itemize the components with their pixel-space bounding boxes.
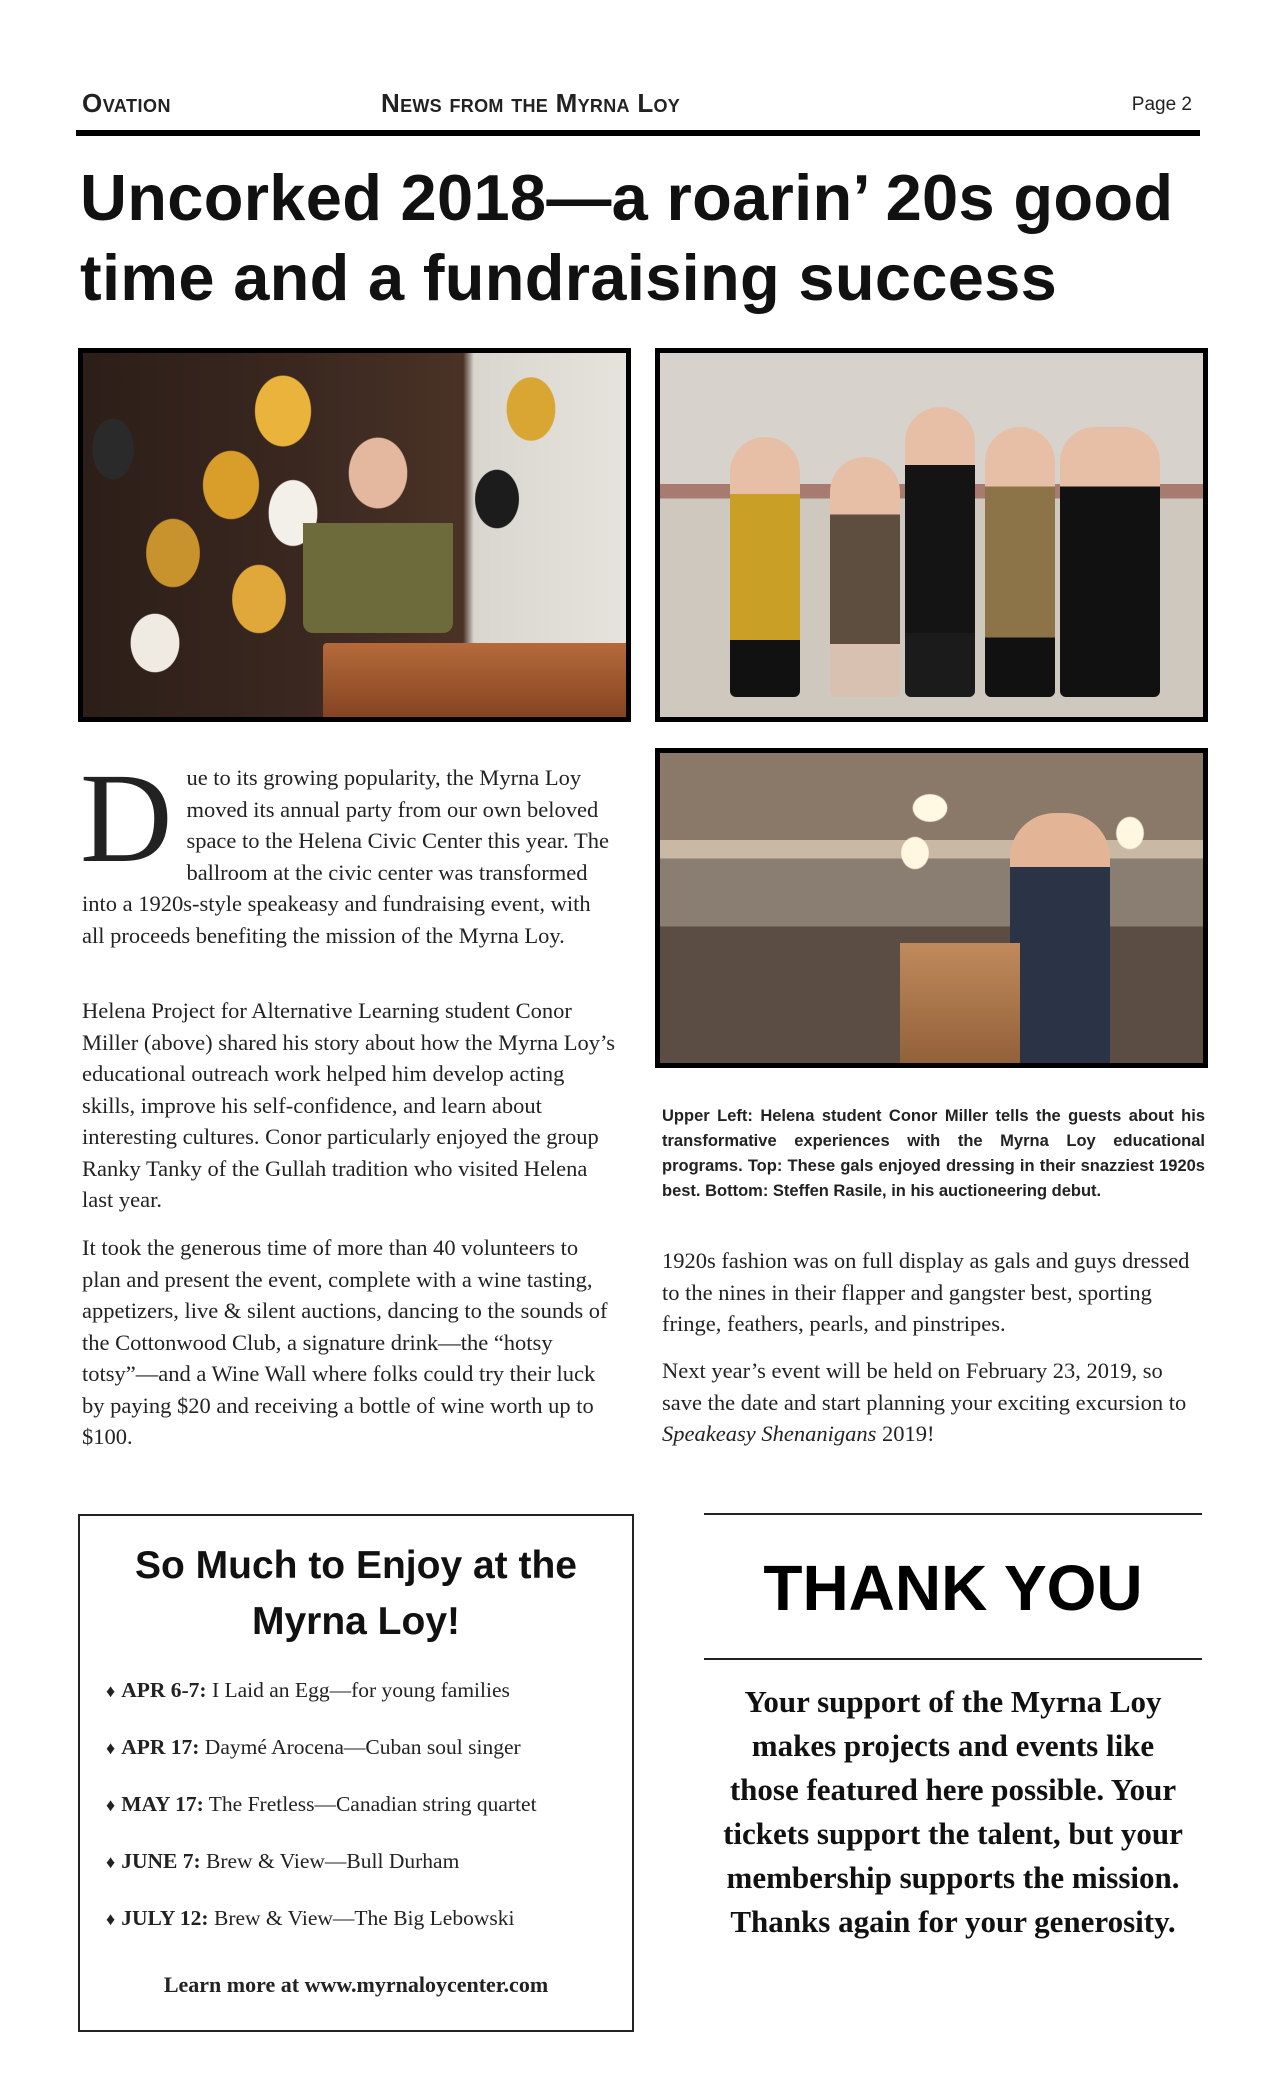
article-paragraph-1 (80, 747, 617, 951)
page-number: Page 2 (1131, 94, 1192, 115)
event-item (106, 1904, 616, 1961)
photo-figure (1060, 427, 1160, 697)
article-headline: Uncorked 2018—a roarin’ 20s good time and a fundraising success (80, 161, 1174, 314)
paragraph-text: 2019! (876, 1421, 935, 1446)
photo-figure (985, 427, 1055, 697)
event-text: Brew & View—The Big Lebowski (208, 1906, 515, 1930)
diamond-bullet-icon: ♦ (106, 1795, 116, 1815)
event-text: Daymé Arocena—Cuban soul singer (199, 1735, 521, 1759)
event-name-italic: Speakeasy Shenanigans (662, 1421, 877, 1446)
diamond-bullet-icon: ♦ (106, 1681, 116, 1701)
event-text: I Laid an Egg—for young families (206, 1678, 510, 1702)
paragraph-text: ue to its growing popularity, the Myrna Loy moved its annual party from our own beloved space to the Helena Civic Center this year. The ballroom at the civic center was transformed into a 1920s-style speakeasy and fundraising event, with all proceeds benefiting the mission of the Myrna Loy. (82, 765, 610, 948)
event-item (106, 1847, 616, 1904)
drop-cap: D (80, 747, 173, 889)
event-date: JUNE 7: (121, 1849, 201, 1873)
article-paragraph-4: 1920s fashion was on full display as gals and guys dressed to the nines in their flapper and gangster best, sporting fringe, feathers, pearls, and pinstripes. (662, 1248, 1190, 1336)
page-header (76, 88, 1200, 128)
newsletter-subtitle: News from the Myrna Loy (381, 88, 681, 118)
event-date: APR 17: (121, 1735, 200, 1759)
article-paragraph-3: It took the generous time of more than 40 volunteers to plan and present the event, complete with a wine tasting, appetizers, live & silent auctions, dancing to the sounds of the Cottonwood Club, a signature drink—the “hotsy totsy”—and a Wine Wall where folks could try their luck by paying $20 and receiving a bottle of wine worth up to $100. (82, 1235, 608, 1449)
events-box (78, 1514, 634, 2032)
website-link[interactable]: Learn more at www.myrnaloycenter.com (163, 1972, 549, 1997)
paragraph-text: Next year’s event will be held on February 23, 2019, so save the date and start planning your exciting excursion to (662, 1358, 1187, 1415)
event-date: MAY 17: (121, 1792, 204, 1816)
thank-you-rule-bottom (704, 1658, 1202, 1660)
event-date: JULY 12: (121, 1906, 209, 1930)
event-date: APR 6-7: (121, 1678, 207, 1702)
photo-auctioneer (655, 748, 1208, 1068)
photo-figure (905, 407, 975, 697)
thank-you-rule-top (704, 1513, 1202, 1515)
diamond-bullet-icon: ♦ (106, 1852, 116, 1872)
photo-caption: Upper Left: Helena student Conor Miller tells the guests about his transformative experiences with the Myrna Loy educational programs. Top: These gals enjoyed dressing in their snazziest 1920s best. Bottom: Steffen Rasile, in his auctioneering debut. (662, 1107, 1205, 1200)
photo-student-speaker (78, 348, 631, 722)
newsletter-name: Ovation (82, 88, 172, 118)
article-paragraph-2: Helena Project for Alternative Learning student Conor Miller (above) shared his story about how the Myrna Loy’s educational outreach work helped him develop acting skills, improve his self-confidence, and learn about interesting cultures. Conor particularly enjoyed the group Ranky Tanky of the Gullah tradition who visited Helena last year. (82, 998, 616, 1212)
event-text: Brew & View—Bull Durham (200, 1849, 460, 1873)
event-item (106, 1676, 616, 1733)
diamond-bullet-icon: ♦ (106, 1738, 116, 1758)
diamond-bullet-icon: ♦ (106, 1909, 116, 1929)
events-title: So Much to Enjoy at the Myrna Loy! (134, 1544, 577, 1643)
thank-you-title: THANK YOU (763, 1552, 1143, 1624)
header-rule (76, 130, 1200, 136)
event-item (106, 1733, 616, 1790)
event-item (106, 1790, 616, 1847)
photo-flapper-gals (655, 348, 1208, 722)
photo-figure (830, 457, 900, 697)
event-text: The Fretless—Canadian string quartet (203, 1792, 537, 1816)
thank-you-body: Your support of the Myrna Loy makes projects and events like those featured here possible. Your tickets support the talent, but your membership supports the mission. Thanks again for your generosity. (723, 1684, 1183, 1939)
events-list (106, 1676, 616, 1961)
photo-figure (730, 437, 800, 697)
article-paragraph-5 (662, 1355, 1207, 1450)
